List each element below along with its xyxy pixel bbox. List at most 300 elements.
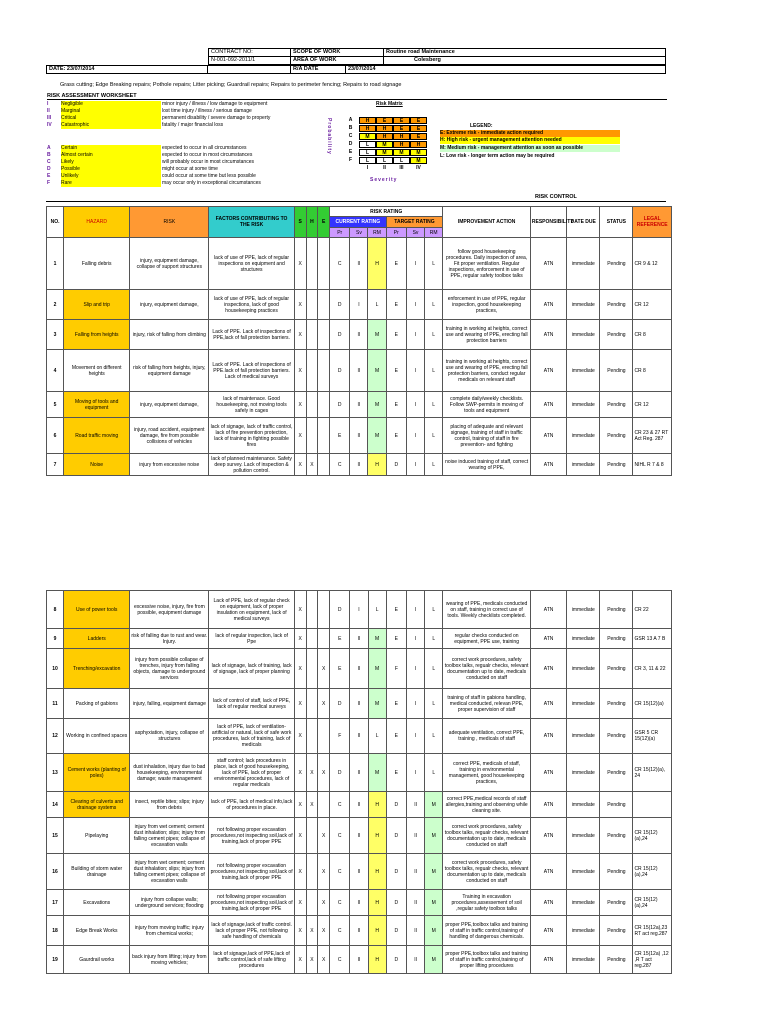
cell-pr: C [330,818,350,854]
cell-e: X [318,754,330,792]
cell-no: 11 [47,689,64,719]
cell-pr: C [330,454,350,476]
cell-risk: injury, road accident, equipment damage, fire from possible collisions of vehicles [130,418,209,454]
cell-factors: Lack of PPE. Lack of inspections of PPE.lack of fall protection barriers. Lack of medical surveys [209,350,294,392]
cell-risk: injury, equipment damage, collapse of support structures [130,238,209,290]
cell-legal: CR 9 & 12 [633,238,672,290]
table-row [47,754,672,792]
matrix-row-label: F [348,157,353,163]
cell-responsibility: ATN [530,418,566,454]
table-row [47,320,672,350]
matrix-cell: M [393,149,410,156]
cell-risk: risk of falling due to rust and wear. Injury. [130,629,209,649]
cell-action: correct PPE, medicals of staff, training in environmental management, good housekeeping practices, [443,754,531,792]
cell-responsibility: ATN [530,792,566,818]
table-row [47,916,672,946]
cell-date-due: immediate [567,792,600,818]
cell-no: 13 [47,754,64,792]
cell-s: X [294,290,306,320]
cell-sv-target: I [406,350,424,392]
matrix-cell: L [376,157,393,164]
cell-legal: GSR 5 CR 15(12)(a) [633,719,672,754]
cell-risk: injury from moving traffic; injury from chemical works; [130,916,209,946]
cell-date-due: immediate [567,238,600,290]
cell-e: X [318,916,330,946]
cell-factors: lack of signage,lack of PPE,lack of traffic control,lack of safe lifting procedures [209,946,294,974]
cell-sv: II [350,754,368,792]
cell-date-due: immediate [567,591,600,629]
cell-pr-target: E [386,629,406,649]
cell-h [306,689,318,719]
cell-pr-target: D [386,946,406,974]
cell-h: X [306,792,318,818]
cell-rm: H [368,854,386,890]
cell-risk: injury, equipment damage, [130,290,209,320]
cell-status: Pending [600,818,633,854]
matrix-cell: H [376,133,393,140]
cell-factors: not following proper excavation procedures,not inspecting soil,lack of training,lack of proper PPE [209,890,294,916]
cell-rm: M [368,392,386,418]
cell-hazard: Edge Break Works [64,916,130,946]
cell-responsibility: ATN [530,854,566,890]
cell-pr-target: E [386,591,406,629]
cell-sv: II [350,392,368,418]
matrix-cell: E [410,133,427,140]
matrix-row-label: B [348,125,353,131]
cell-factors: staff control; lack procedures in place, lack of good housekeeping, lack of PPE, lack of proper environmental procedures, lack of regular medicals [209,754,294,792]
cell-h [306,719,318,754]
cell-action: noise induced training of staff, correct wearing of PPE, [443,454,531,476]
cell-no: 6 [47,418,64,454]
table-row [47,350,672,392]
cell-risk: injury from wet cement; cement dust inhalation; slips; injury from falling cement pipes; collapse of excavation walls [130,854,209,890]
cell-sv-target: I [406,320,424,350]
col-sv-target: Sv [406,228,424,238]
cell-s: X [294,418,306,454]
cell-risk: insect, reptile bites; slips; injury from debris [130,792,209,818]
cell-legal: CR 15(12a) ,12 ,R T act reg.287 [633,946,672,974]
cell-s: X [294,792,306,818]
cell-action: regular checks conducted on equipment, PPE use, training [443,629,531,649]
matrix-cell: L [359,149,376,156]
cell-action: Training in excavation procedures,assessement of soil ,regular safety toolbox talks [443,890,531,916]
matrix-cell: H [376,125,393,132]
cell-hazard: Clearing of culverts and drainage systems [64,792,130,818]
cell-legal: CR 15(12)(a),24 [633,818,672,854]
cell-e [318,350,330,392]
cell-pr-target: D [386,792,406,818]
cell-rm-target: L [425,392,443,418]
cell-sv-target: I [407,689,425,719]
cell-legal: CR 15(12a),23 RT act reg.287 [633,916,672,946]
matrix-cell: M [410,149,427,156]
cell-responsibility: ATN [530,916,566,946]
cell-action: training of staff in gabions handling, medical conducted, relevan PPE, proper supervision of staff [443,689,531,719]
cell-no: 3 [47,320,64,350]
cell-legal: GSR 13 A 7 B [633,629,672,649]
cell-date-due: immediate [567,719,600,754]
severity-legend: I Negligible minor injury / illness / low damage to equipment II Marginal lost time injury / illness / serious damage III Critical permanent disability / severe damage to property IV Catastrophic fatality / major financial loss [47,101,271,128]
cell-no: 4 [47,350,64,392]
cell-h [306,890,318,916]
cell-sv: II [350,350,368,392]
cell-status: Pending [600,890,633,916]
cell-sv-target: I [407,591,425,629]
cell-pr: D [330,392,350,418]
matrix-cell: L [359,141,376,148]
cell-rm: H [368,454,386,476]
cell-pr: C [330,946,350,974]
cell-action: training in working at heights, correct use and wearing of PPE, erecting fall protection barriers [443,320,531,350]
cell-pr: D [330,689,350,719]
cell-legal: CR 8 [633,350,672,392]
matrix-cell: H [359,117,376,124]
contract-no-label: CONTRACT NO: [208,48,291,57]
cell-rm-target: L [425,418,443,454]
cell-pr-target: E [386,320,406,350]
table-row [47,238,672,290]
cell-pr: D [330,754,350,792]
cell-rm-target: M [425,854,443,890]
cell-factors: lack of maintenace. Good housekeeping, not moving tools safely in cages [209,392,294,418]
cell-s: X [294,946,306,974]
cell-hazard: Ladders [64,629,130,649]
cell-risk: risk of falling from heights, injury, equipment damage [130,350,209,392]
table-row [47,818,672,854]
cell-e [318,238,330,290]
cell-e [318,454,330,476]
risk-control-label: RISK CONTROL [535,194,577,200]
cell-action: wearing of PPE, medicals conducted on staff, training in correct use of tools. Weekly checklists completed. [443,591,531,629]
cell-rm-target: L [425,649,443,689]
cell-action: correct work procedures, safety toolbox talks, regualr checks, relevant documentation up to date, medicals conducted on staff [443,818,531,854]
cell-rm: L [368,290,386,320]
table-row [47,454,672,476]
cell-h [306,238,318,290]
cell-pr: D [330,591,350,629]
cell-date-due: immediate [567,754,600,792]
col-rm: RM [368,228,386,238]
cell-rm-target: L [425,238,443,290]
cell-pr: E [330,418,350,454]
cell-e: X [318,649,330,689]
matrix-row-label: C [348,133,353,139]
cell-pr-target: E [386,719,406,754]
table-row [47,649,672,689]
cell-h [306,350,318,392]
col-date-due: DATE DUE [567,207,600,238]
cell-action: correct work procedures, safety toolbox talks, regualr checks, relevant documentation up to date, medicals conducted on staff [443,649,531,689]
cell-responsibility: ATN [530,591,566,629]
cell-risk: dust inhalation, injury due to bad housekeeping, environmental damage; waste management [130,754,209,792]
cell-risk: injury, falling, equipment damage [130,689,209,719]
cell-no: 16 [47,854,64,890]
cell-pr: D [330,350,350,392]
cell-hazard: Excavations [64,890,130,916]
cell-action: training in working at heights, correct use and wearing of PPE, erecting fall protection barriers, conduct regular medicals on relevant staff [443,350,531,392]
cell-legal: CR 22 [633,591,672,629]
cell-pr: F [330,719,350,754]
cell-responsibility: ATN [530,392,566,418]
cell-rm: M [368,649,386,689]
matrix-cell: M [376,141,393,148]
legend-title: LEGEND: [470,123,493,129]
col-target-rating: TARGET RATING [386,217,443,228]
cell-pr-target: D [386,916,406,946]
cell-hazard: Falling debris [64,238,130,290]
cell-legal: CR 23 & 27 RT Act Reg. 287 [633,418,672,454]
cell-sv-target: I [406,238,424,290]
cell-s: X [294,854,306,890]
page-date: DATE: 23/07/2014 [46,65,208,74]
table-row [47,890,672,916]
cell-no: 8 [47,591,64,629]
matrix-cell: E [376,117,393,124]
cell-status: Pending [600,649,633,689]
cell-sv: II [350,418,368,454]
table-row [47,629,672,649]
cell-pr-target: E [386,392,406,418]
cell-hazard: Working in confined spaces [64,719,130,754]
area-label: AREA OF WORK [290,56,384,65]
matrix-title: Risk Matrix [376,101,403,107]
cell-rm-target: M [425,946,443,974]
table-row [47,854,672,890]
cell-pr: C [330,238,350,290]
cell-sv-target: II [407,946,425,974]
cell-no: 15 [47,818,64,854]
cell-rm-target: M [425,890,443,916]
cell-legal [633,792,672,818]
col-pr-target: Pr [386,228,406,238]
cell-sv: II [350,854,368,890]
matrix-col-label: III [399,165,404,171]
cell-e [318,792,330,818]
cell-sv-target: I [407,629,425,649]
cell-action: correct work procedures, safety toolbox talks, regualr checks, relevant documentation up to date, medicals conducted on staff [443,854,531,890]
cell-e [318,719,330,754]
cell-s: X [294,238,306,290]
cell-sv-target: II [407,792,425,818]
risk-table-page-2 [46,590,672,974]
matrix-cell: H [393,133,410,140]
cell-status: Pending [600,854,633,890]
cell-status: Pending [600,754,633,792]
risk-table-page-1 [46,206,672,476]
col-risk: RISK [130,207,209,238]
cell-date-due: immediate [567,418,600,454]
cell-risk: asphyxiation, injury, collapse of structures [130,719,209,754]
cell-sv: I [350,591,368,629]
cell-s: X [294,689,306,719]
cell-sv: II [350,792,368,818]
cell-pr-target: E [386,754,406,792]
cell-hazard: Moving of tools and equipment [64,392,130,418]
legend-low: L: Low risk - longer term action may be required [440,153,555,159]
matrix-row-label: A [348,117,353,123]
cell-e [318,418,330,454]
cell-sv-target: I [406,454,424,476]
cell-sv: II [350,719,368,754]
ra-date-value: 23/07/2014 [346,65,666,74]
cell-s: X [294,454,306,476]
cell-h [306,629,318,649]
risk-matrix [342,117,452,179]
cell-e: X [318,890,330,916]
area-value: Colesberg [384,56,666,65]
cell-hazard: Gaurdrail works [64,946,130,974]
col-risk-rating: RISK RATING [330,207,443,217]
cell-h: X [306,754,318,792]
cell-responsibility: ATN [530,946,566,974]
cell-pr: C [330,854,350,890]
cell-legal: CR 12 [633,392,672,418]
cell-sv-target: II [407,916,425,946]
cell-risk: injury, equipment damage, [130,392,209,418]
cell-no: 5 [47,392,64,418]
cell-rm: M [368,754,386,792]
col-current-rating: CURRENT RATING [330,217,387,228]
matrix-row-label: D [348,141,353,147]
col-pr: Pr [330,228,350,238]
cell-no: 18 [47,916,64,946]
cell-h [306,392,318,418]
cell-factors: Lack of PPE, lack of regular check on equipment, lack of proper insulation on equipment, lack of medical surveys [209,591,294,629]
cell-date-due: immediate [567,818,600,854]
cell-legal: CR 12 [633,290,672,320]
cell-responsibility: ATN [530,890,566,916]
probability-legend: A Certain expected to occur in all circumstances B Almost certain expected to occur in most circumstances C Likely will probably occur in most circumstances D Possible might occur at some time E Unlikely could occur at some time but less possible F Rare may occur only in exceptional circumstances [47,145,261,186]
severity-axis-label: Severity [370,177,398,183]
ra-date-label: R/A DATE [290,65,346,74]
cell-no: 7 [47,454,64,476]
cell-rm: H [368,946,386,974]
cell-sv: I [350,290,368,320]
probability-axis-label: Probability [326,118,332,155]
cell-e [318,320,330,350]
cell-date-due: immediate [567,649,600,689]
cell-status: Pending [600,290,633,320]
cell-rm-target: L [425,591,443,629]
cell-pr-target: E [386,418,406,454]
cell-date-due: immediate [567,392,600,418]
cell-h: X [306,454,318,476]
cell-s: X [294,890,306,916]
cell-sv-target: II [407,818,425,854]
table-row [47,719,672,754]
cell-s: X [294,818,306,854]
matrix-col-label: II [383,165,386,171]
cell-date-due: immediate [567,916,600,946]
cell-status: Pending [600,392,633,418]
cell-sv-target: II [407,854,425,890]
cell-factors: lack of signage,lack of traffic control. lack of proper PPE, not following safe handling of chemicals [209,916,294,946]
matrix-cell: H [359,125,376,132]
cell-pr-target: E [386,238,406,290]
worksheet-title: RISK ASSESSMENT WORKSHEET [47,93,667,100]
cell-h [306,290,318,320]
cell-rm: M [368,629,386,649]
cell-legal: CR 8 [633,320,672,350]
cell-risk: injury from wet cement; cement dust inhalation; slips; injury from falling cement pipes; collapse of excavation walls [130,818,209,854]
cell-no: 1 [47,238,64,290]
cell-e [318,591,330,629]
cell-sv: II [350,890,368,916]
cell-rm: H [368,916,386,946]
cell-risk: injury, risk of falling from climbing [130,320,209,350]
cell-rm: M [368,320,386,350]
cell-sv: II [350,649,368,689]
cell-sv-target: I [406,290,424,320]
cell-pr-target: D [386,454,406,476]
cell-sv: II [350,629,368,649]
cell-e [318,629,330,649]
table-row [47,418,672,454]
cell-s: X [294,320,306,350]
cell-date-due: immediate [567,454,600,476]
col-s: S [294,207,306,238]
cell-factors: lack of signage, lack of traffic control, lack of fire prevention protection, lack of training in fighting possible fires [209,418,294,454]
cell-h [306,418,318,454]
cell-hazard: Noise [64,454,130,476]
col-sv: Sv [350,228,368,238]
cell-rm-target: L [425,754,443,792]
cell-hazard: Slip and trip [64,290,130,320]
cell-status: Pending [600,454,633,476]
cell-responsibility: ATN [530,350,566,392]
cell-h [306,854,318,890]
table-row [47,792,672,818]
cell-rm-target: M [425,818,443,854]
cell-factors: not following proper excavation procedures,not inspecting soil,lack of training,lack of proper PPE [209,818,294,854]
cell-rm-target: M [425,792,443,818]
cell-status: Pending [600,916,633,946]
cell-pr: D [330,320,350,350]
table-row [47,392,672,418]
cell-responsibility: ATN [530,629,566,649]
cell-no: 17 [47,890,64,916]
cell-risk: back injury from lifting; injury from moving vehicles; [130,946,209,974]
scope-value: Routine road Maintenance [384,48,666,57]
matrix-cell: L [359,157,376,164]
cell-rm: H [368,792,386,818]
cell-rm-target: L [425,719,443,754]
cell-hazard: Road traffic moving [64,418,130,454]
cell-pr: C [330,890,350,916]
cell-pr-target: E [386,350,406,392]
table-row [47,689,672,719]
cell-pr: E [330,649,350,689]
cell-factors: lack of signage, lack of training, lack of signage, lack of proper planning [209,649,294,689]
cell-legal: CR 15(12)(a) [633,689,672,719]
cell-rm: M [368,689,386,719]
legend-medium: M: Medium risk - management attention as soon as possible [440,145,620,152]
cell-risk: injury from possible collapse of trenches, injury from falling objects, damage to underground services [130,649,209,689]
cell-action: correct PPE,medical records of staff allergies,training and observing while cleaning site. [443,792,531,818]
cell-status: Pending [600,689,633,719]
divider [46,201,666,202]
cell-date-due: immediate [567,629,600,649]
cell-legal: CR 15(12)(a), 24 [633,754,672,792]
cell-h: X [306,916,318,946]
cell-rm-target: M [425,916,443,946]
cell-no: 2 [47,290,64,320]
cell-status: Pending [600,719,633,754]
matrix-col-label: I [366,165,369,171]
cell-no: 14 [47,792,64,818]
matrix-cell: M [359,133,376,140]
cell-h [306,818,318,854]
